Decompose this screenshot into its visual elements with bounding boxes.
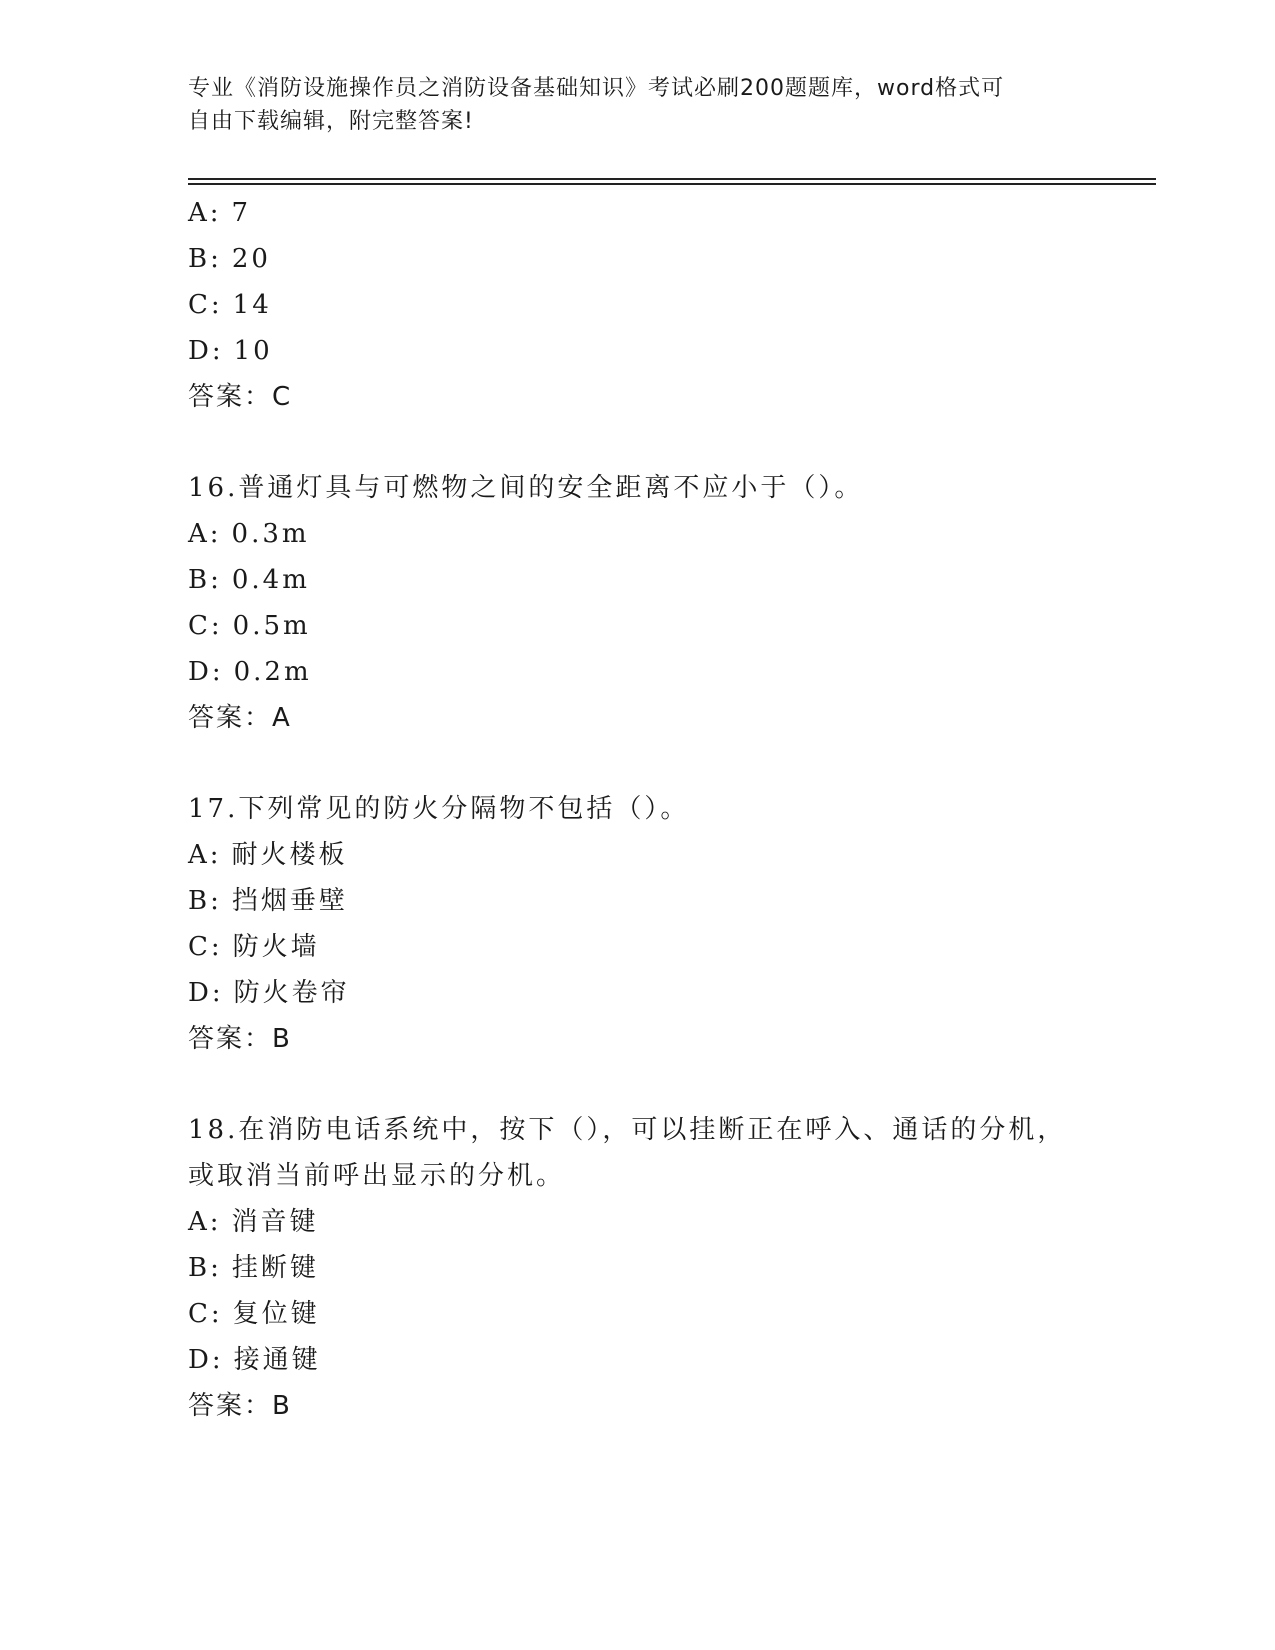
option-letter: A: [188, 1207, 222, 1237]
question-17 [188, 786, 1148, 1062]
option-value: 接通键 [233, 1345, 321, 1375]
option-a [188, 1199, 1148, 1245]
option-value: 0.3m [231, 519, 310, 549]
option-value: 0.5m [232, 611, 311, 641]
option-value: 复位键 [232, 1299, 320, 1329]
option-b [188, 236, 1148, 282]
option-letter: A: [188, 840, 222, 870]
header-divider-bottom [188, 183, 1156, 185]
option-a [188, 511, 1148, 557]
option-c [188, 1291, 1148, 1337]
option-value: 防火墙 [232, 932, 320, 962]
option-value: 20 [231, 244, 271, 274]
option-b [188, 557, 1148, 603]
document-header [188, 72, 1068, 138]
option-letter: B: [188, 244, 222, 274]
option-c [188, 603, 1148, 649]
option-letter: C: [188, 1299, 223, 1329]
question-stem: 17.下列常见的防火分隔物不包括（）。 [188, 794, 690, 824]
option-value: 耐火楼板 [231, 840, 348, 870]
header-divider-top [188, 178, 1156, 180]
option-b [188, 878, 1148, 924]
option-letter: B: [188, 886, 222, 916]
option-letter: B: [188, 565, 222, 595]
question-stem-line-1: 18.在消防电话系统中，按下（），可以挂断正在呼入、通话的分机， [188, 1115, 1067, 1145]
option-letter: D: [188, 978, 224, 1008]
option-letter: C: [188, 290, 223, 320]
option-value: 0.2m [233, 657, 312, 687]
option-d [188, 649, 1148, 695]
option-letter: A: [188, 519, 222, 549]
option-d [188, 328, 1148, 374]
answer-text: 答案：B [188, 1024, 292, 1054]
answer-text: 答案：C [188, 382, 293, 412]
question-15 [188, 190, 1148, 420]
option-value: 消音键 [231, 1207, 319, 1237]
option-letter: C: [188, 932, 223, 962]
option-d [188, 1337, 1148, 1383]
question-18 [188, 1107, 1148, 1429]
option-d [188, 970, 1148, 1016]
option-letter: C: [188, 611, 223, 641]
option-b [188, 1245, 1148, 1291]
question-stem-line-2: 或取消当前呼出显示的分机。 [188, 1161, 566, 1191]
option-a [188, 832, 1148, 878]
header-title-line-1: 专业《消防设施操作员之消防设备基础知识》考试必刷200题题库，word格式可 [188, 76, 1005, 101]
answer-text: 答案：B [188, 1391, 292, 1421]
question-list [188, 190, 1148, 1429]
header-title-line-2: 自由下载编辑，附完整答案! [188, 109, 474, 134]
question-16 [188, 465, 1148, 741]
option-value: 7 [231, 198, 252, 228]
option-letter: A: [188, 198, 222, 228]
answer-text: 答案：A [188, 703, 292, 733]
option-value: 挂断键 [231, 1253, 319, 1283]
option-letter: D: [188, 657, 224, 687]
option-letter: D: [188, 1345, 224, 1375]
option-value: 挡烟垂壁 [231, 886, 348, 916]
option-c [188, 282, 1148, 328]
option-value: 10 [233, 336, 273, 366]
question-stem: 16.普通灯具与可燃物之间的安全距离不应小于（）。 [188, 473, 864, 503]
option-value: 防火卷帘 [233, 978, 350, 1008]
option-value: 14 [232, 290, 272, 320]
option-a [188, 190, 1148, 236]
option-letter: B: [188, 1253, 222, 1283]
option-c [188, 924, 1148, 970]
option-value: 0.4m [231, 565, 310, 595]
option-letter: D: [188, 336, 224, 366]
